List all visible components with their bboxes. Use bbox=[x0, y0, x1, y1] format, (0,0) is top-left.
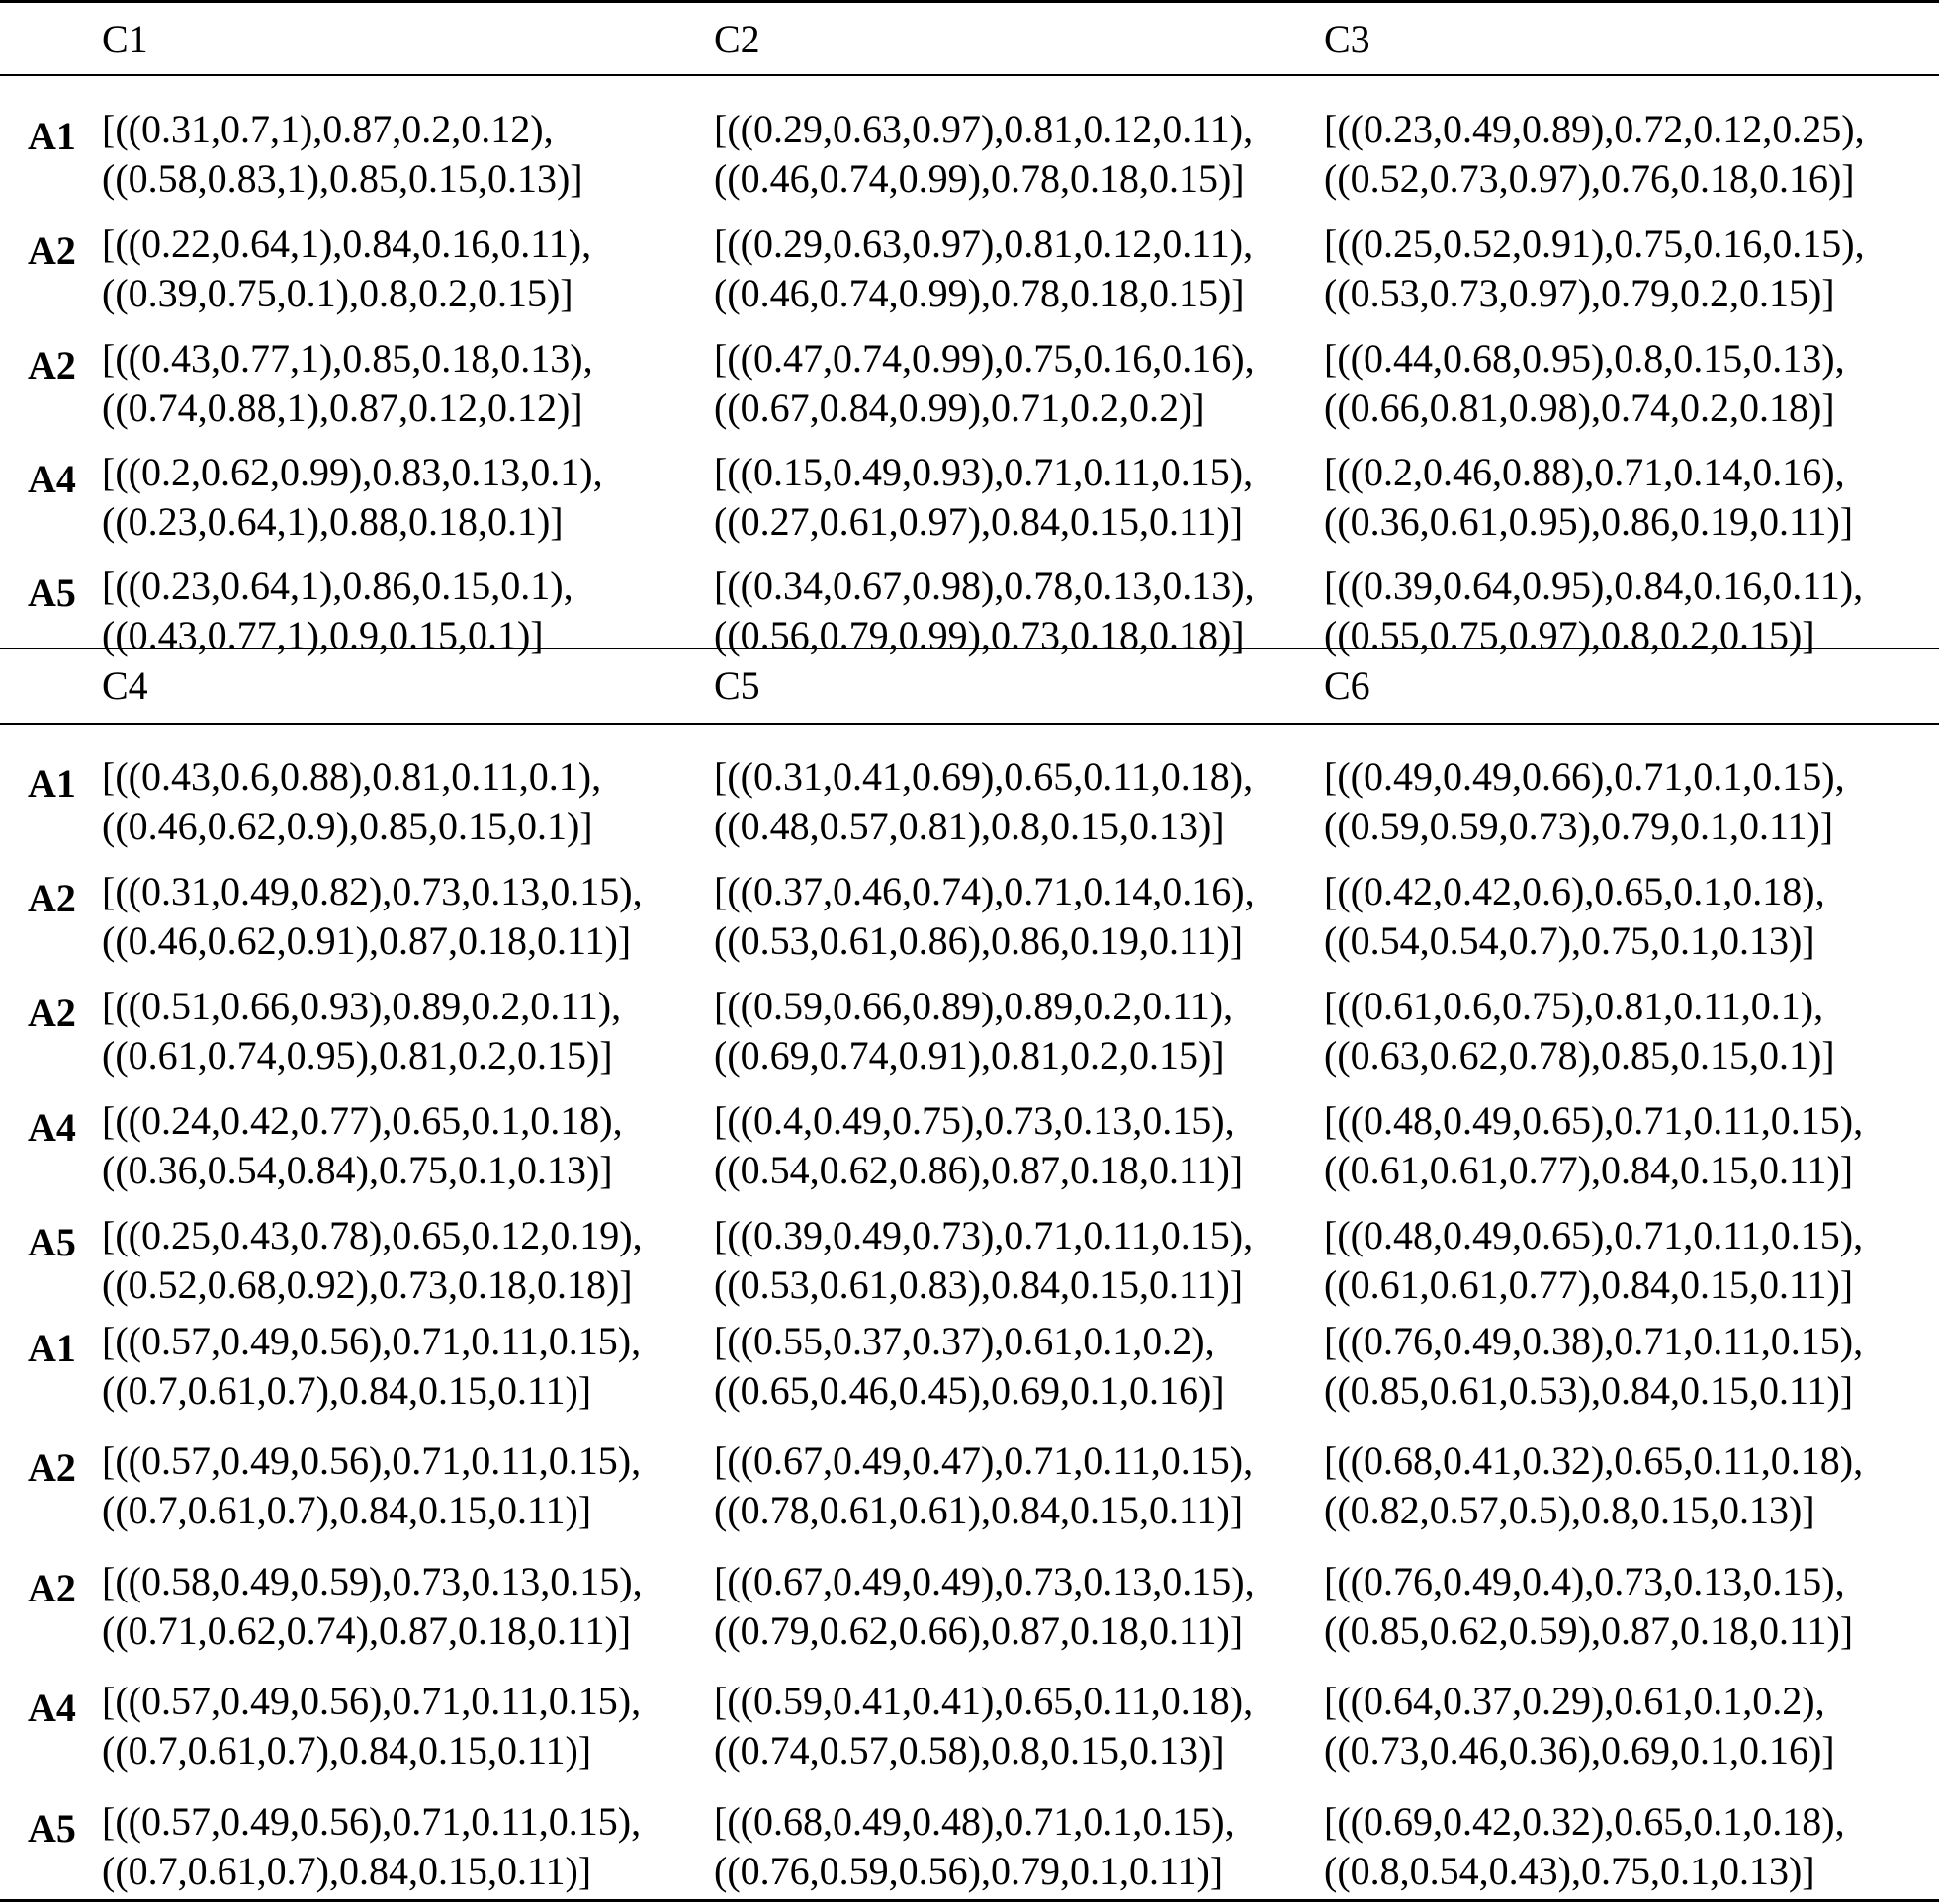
cell-line: ((0.39,0.75,0.1),0.8,0.2,0.15)] bbox=[102, 271, 573, 315]
table-cell bbox=[1324, 1797, 1845, 1896]
cell-line: [((0.34,0.67,0.98),0.78,0.13,0.13), bbox=[714, 563, 1255, 608]
row-label: A1 bbox=[28, 114, 76, 158]
table-cell bbox=[102, 1436, 641, 1535]
table-cell bbox=[714, 219, 1253, 318]
column-header-c4: C4 bbox=[102, 663, 148, 708]
table-row bbox=[0, 210, 1939, 315]
cell-line: ((0.65,0.46,0.45),0.69,0.1,0.16)] bbox=[714, 1368, 1225, 1413]
cell-line: ((0.74,0.57,0.58),0.8,0.15,0.13)] bbox=[714, 1728, 1225, 1773]
row-label: A5 bbox=[28, 1220, 76, 1264]
table-cell bbox=[1324, 982, 1835, 1081]
cell-line: ((0.61,0.74,0.95),0.81,0.2,0.15)] bbox=[102, 1033, 613, 1078]
row-label: A2 bbox=[28, 1445, 76, 1490]
cell-line: ((0.67,0.84,0.99),0.71,0.2,0.2)] bbox=[714, 386, 1205, 430]
cell-line: ((0.36,0.61,0.95),0.86,0.19,0.11)] bbox=[1324, 499, 1854, 544]
cell-line: ((0.7,0.61,0.7),0.84,0.15,0.11)] bbox=[102, 1849, 592, 1893]
row-label: A2 bbox=[28, 343, 76, 388]
table-row bbox=[0, 1201, 1939, 1307]
row-label: A2 bbox=[28, 1566, 76, 1610]
row-label: A1 bbox=[28, 761, 76, 806]
table-cell bbox=[714, 867, 1255, 966]
cell-line: [((0.76,0.49,0.4),0.73,0.13,0.15), bbox=[1324, 1559, 1845, 1603]
column-header-c3: C3 bbox=[1324, 17, 1370, 61]
table-cell bbox=[1324, 1096, 1863, 1195]
cell-line: [((0.37,0.46,0.74),0.71,0.14,0.16), bbox=[714, 869, 1255, 913]
table-cell bbox=[1324, 1436, 1863, 1535]
table-row bbox=[0, 324, 1939, 430]
cell-line: ((0.73,0.46,0.36),0.69,0.1,0.16)] bbox=[1324, 1728, 1835, 1773]
cell-line: [((0.68,0.41,0.32),0.65,0.11,0.18), bbox=[1324, 1438, 1864, 1483]
cell-line: ((0.74,0.88,1),0.87,0.12,0.12)] bbox=[102, 386, 583, 430]
table-cell bbox=[1324, 1317, 1863, 1416]
table-cell bbox=[102, 448, 603, 547]
cell-line: [((0.43,0.6,0.88),0.81,0.11,0.1), bbox=[102, 754, 602, 799]
cell-line: ((0.52,0.68,0.92),0.73,0.18,0.18)] bbox=[102, 1262, 633, 1307]
cell-line: [((0.39,0.49,0.73),0.71,0.11,0.15), bbox=[714, 1213, 1254, 1257]
cell-line: [((0.25,0.52,0.91),0.75,0.16,0.15), bbox=[1324, 221, 1865, 266]
table-row bbox=[0, 1086, 1939, 1192]
table-row bbox=[0, 857, 1939, 963]
cell-line: [((0.43,0.77,1),0.85,0.18,0.13), bbox=[102, 336, 593, 381]
table-cell bbox=[714, 752, 1253, 851]
table-cell bbox=[102, 752, 601, 851]
table-cell bbox=[102, 1317, 641, 1416]
cell-line: ((0.71,0.62,0.74),0.87,0.18,0.11)] bbox=[102, 1608, 632, 1653]
cell-line: ((0.46,0.62,0.9),0.85,0.15,0.1)] bbox=[102, 804, 593, 848]
cell-line: ((0.85,0.61,0.53),0.84,0.15,0.11)] bbox=[1324, 1368, 1854, 1413]
cell-line: ((0.27,0.61,0.97),0.84,0.15,0.11)] bbox=[714, 499, 1244, 544]
cell-line: ((0.59,0.59,0.73),0.79,0.1,0.11)] bbox=[1324, 804, 1834, 848]
cell-line: [((0.57,0.49,0.56),0.71,0.11,0.15), bbox=[102, 1679, 642, 1723]
cell-line: [((0.58,0.49,0.59),0.73,0.13,0.15), bbox=[102, 1559, 643, 1603]
table-cell bbox=[102, 867, 643, 966]
cell-line: [((0.24,0.42,0.77),0.65,0.1,0.18), bbox=[102, 1098, 623, 1143]
row-label: A5 bbox=[28, 1806, 76, 1851]
table-cell bbox=[1324, 1557, 1853, 1656]
table-cell bbox=[714, 1677, 1253, 1775]
column-header-c5: C5 bbox=[714, 663, 760, 708]
row-label: A4 bbox=[28, 1686, 76, 1730]
cell-line: ((0.53,0.61,0.86),0.86,0.19,0.11)] bbox=[714, 918, 1244, 963]
row-label: A4 bbox=[28, 457, 76, 501]
cell-line: [((0.42,0.42,0.6),0.65,0.1,0.18), bbox=[1324, 869, 1825, 913]
cell-line: ((0.46,0.74,0.99),0.78,0.18,0.15)] bbox=[714, 156, 1245, 201]
row-label: A2 bbox=[28, 876, 76, 920]
cell-line: ((0.61,0.61,0.77),0.84,0.15,0.11)] bbox=[1324, 1262, 1854, 1307]
cell-line: [((0.49,0.49,0.66),0.71,0.1,0.15), bbox=[1324, 754, 1845, 799]
table-cell bbox=[1324, 752, 1845, 851]
table-cell bbox=[1324, 334, 1845, 433]
table-row bbox=[0, 1427, 1939, 1532]
cell-line: ((0.76,0.59,0.56),0.79,0.1,0.11)] bbox=[714, 1849, 1224, 1893]
table-row bbox=[0, 438, 1939, 544]
table-row bbox=[0, 1787, 1939, 1893]
cell-line: [((0.76,0.49,0.38),0.71,0.11,0.15), bbox=[1324, 1319, 1864, 1363]
cell-line: [((0.57,0.49,0.56),0.71,0.11,0.15), bbox=[102, 1319, 642, 1363]
cell-line: [((0.4,0.49,0.75),0.73,0.13,0.15), bbox=[714, 1098, 1235, 1143]
cell-line: ((0.79,0.62,0.66),0.87,0.18,0.11)] bbox=[714, 1608, 1244, 1653]
cell-line: [((0.25,0.43,0.78),0.65,0.12,0.19), bbox=[102, 1213, 643, 1257]
cell-line: [((0.2,0.62,0.99),0.83,0.13,0.1), bbox=[102, 450, 603, 494]
cell-line: [((0.31,0.41,0.69),0.65,0.11,0.18), bbox=[714, 754, 1254, 799]
cell-line: [((0.57,0.49,0.56),0.71,0.11,0.15), bbox=[102, 1799, 642, 1844]
table-cell bbox=[714, 334, 1255, 433]
cell-line: [((0.61,0.6,0.75),0.81,0.11,0.1), bbox=[1324, 984, 1824, 1028]
table-cell bbox=[102, 1797, 641, 1896]
table-cell bbox=[102, 219, 591, 318]
cell-line: [((0.22,0.64,1),0.84,0.16,0.11), bbox=[102, 221, 592, 266]
cell-line: [((0.67,0.49,0.47),0.71,0.11,0.15), bbox=[714, 1438, 1254, 1483]
table-cell bbox=[1324, 1211, 1863, 1310]
table-cell bbox=[102, 1557, 643, 1656]
cell-line: ((0.78,0.61,0.61),0.84,0.15,0.11)] bbox=[714, 1488, 1244, 1532]
table-cell bbox=[1324, 448, 1853, 547]
row-label: A2 bbox=[28, 991, 76, 1035]
table-row bbox=[0, 1547, 1939, 1653]
column-header-c2: C2 bbox=[714, 17, 760, 61]
cell-line: ((0.7,0.61,0.7),0.84,0.15,0.11)] bbox=[102, 1368, 592, 1413]
cell-line: [((0.64,0.37,0.29),0.61,0.1,0.2), bbox=[1324, 1679, 1825, 1723]
cell-line: [((0.15,0.49,0.93),0.71,0.11,0.15), bbox=[714, 450, 1254, 494]
column-header-c6: C6 bbox=[1324, 663, 1370, 708]
table-row bbox=[0, 1667, 1939, 1773]
cell-line: [((0.68,0.49,0.48),0.71,0.1,0.15), bbox=[714, 1799, 1235, 1844]
column-header-c1: C1 bbox=[102, 17, 148, 61]
table-cell bbox=[102, 334, 593, 433]
cell-line: ((0.53,0.73,0.97),0.79,0.2,0.15)] bbox=[1324, 271, 1835, 315]
table-cell bbox=[714, 1557, 1255, 1656]
row-label: A2 bbox=[28, 228, 76, 273]
cell-line: [((0.51,0.66,0.93),0.89,0.2,0.11), bbox=[102, 984, 622, 1028]
cell-line: ((0.54,0.62,0.86),0.87,0.18,0.11)] bbox=[714, 1148, 1244, 1192]
cell-line: ((0.7,0.61,0.7),0.84,0.15,0.11)] bbox=[102, 1728, 592, 1773]
cell-line: ((0.7,0.61,0.7),0.84,0.15,0.11)] bbox=[102, 1488, 592, 1532]
table1-header-rule bbox=[0, 74, 1939, 76]
cell-line: [((0.67,0.49,0.49),0.73,0.13,0.15), bbox=[714, 1559, 1255, 1603]
cell-line: ((0.43,0.77,1),0.9,0.15,0.1)] bbox=[102, 613, 544, 657]
table-cell bbox=[714, 1211, 1253, 1310]
cell-line: ((0.58,0.83,1),0.85,0.15,0.13)] bbox=[102, 156, 583, 201]
cell-line: [((0.31,0.7,1),0.87,0.2,0.12), bbox=[102, 107, 554, 151]
table-cell bbox=[102, 105, 583, 204]
table-cell bbox=[714, 1096, 1243, 1195]
cell-line: [((0.2,0.46,0.88),0.71,0.14,0.16), bbox=[1324, 450, 1845, 494]
table-cell bbox=[1324, 867, 1825, 966]
table-cell bbox=[714, 982, 1233, 1081]
cell-line: [((0.69,0.42,0.32),0.65,0.1,0.18), bbox=[1324, 1799, 1845, 1844]
cell-line: ((0.69,0.74,0.91),0.81,0.2,0.15)] bbox=[714, 1033, 1225, 1078]
table-cell bbox=[102, 1211, 643, 1310]
cell-line: [((0.44,0.68,0.95),0.8,0.15,0.13), bbox=[1324, 336, 1845, 381]
cell-line: [((0.39,0.64,0.95),0.84,0.16,0.11), bbox=[1324, 563, 1864, 608]
cell-line: ((0.85,0.62,0.59),0.87,0.18,0.11)] bbox=[1324, 1608, 1854, 1653]
cell-line: ((0.82,0.57,0.5),0.8,0.15,0.13)] bbox=[1324, 1488, 1815, 1532]
cell-line: ((0.23,0.64,1),0.88,0.18,0.1)] bbox=[102, 499, 564, 544]
cell-line: ((0.54,0.54,0.7),0.75,0.1,0.13)] bbox=[1324, 918, 1815, 963]
cell-line: [((0.55,0.37,0.37),0.61,0.1,0.2), bbox=[714, 1319, 1215, 1363]
cell-line: ((0.55,0.75,0.97),0.8,0.2,0.15)] bbox=[1324, 613, 1815, 657]
table-cell bbox=[714, 1797, 1235, 1896]
table-cell bbox=[102, 1096, 623, 1195]
cell-line: [((0.59,0.41,0.41),0.65,0.11,0.18), bbox=[714, 1679, 1254, 1723]
cell-line: ((0.46,0.62,0.91),0.87,0.18,0.11)] bbox=[102, 918, 632, 963]
cell-line: ((0.61,0.61,0.77),0.84,0.15,0.11)] bbox=[1324, 1148, 1854, 1192]
table-top-rule bbox=[0, 0, 1939, 3]
table-cell bbox=[102, 1677, 641, 1775]
cell-line: ((0.53,0.61,0.83),0.84,0.15,0.11)] bbox=[714, 1262, 1244, 1307]
table-cell bbox=[714, 448, 1253, 547]
cell-line: ((0.46,0.74,0.99),0.78,0.18,0.15)] bbox=[714, 271, 1245, 315]
table-row bbox=[0, 95, 1939, 201]
table-cell bbox=[714, 105, 1253, 204]
row-label: A5 bbox=[28, 570, 76, 615]
table-cell bbox=[1324, 219, 1865, 318]
cell-line: [((0.48,0.49,0.65),0.71,0.11,0.15), bbox=[1324, 1213, 1864, 1257]
table-cell bbox=[1324, 1677, 1835, 1775]
cell-line: ((0.63,0.62,0.78),0.85,0.15,0.1)] bbox=[1324, 1033, 1835, 1078]
cell-line: [((0.47,0.74,0.99),0.75,0.16,0.16), bbox=[714, 336, 1255, 381]
table-row bbox=[0, 1307, 1939, 1413]
cell-line: [((0.29,0.63,0.97),0.81,0.12,0.11), bbox=[714, 221, 1254, 266]
cell-line: ((0.36,0.54,0.84),0.75,0.1,0.13)] bbox=[102, 1148, 613, 1192]
row-label: A1 bbox=[28, 1326, 76, 1370]
table-cell bbox=[1324, 105, 1865, 204]
table-cell bbox=[714, 1317, 1225, 1416]
cell-line: ((0.52,0.73,0.97),0.76,0.18,0.16)] bbox=[1324, 156, 1855, 201]
cell-line: [((0.57,0.49,0.56),0.71,0.11,0.15), bbox=[102, 1438, 642, 1483]
table-row bbox=[0, 972, 1939, 1078]
cell-line: [((0.48,0.49,0.65),0.71,0.11,0.15), bbox=[1324, 1098, 1864, 1143]
cell-line: ((0.66,0.81,0.98),0.74,0.2,0.18)] bbox=[1324, 386, 1835, 430]
table-bottom-rule bbox=[0, 1899, 1939, 1902]
row-label: A4 bbox=[28, 1105, 76, 1150]
cell-line: [((0.23,0.49,0.89),0.72,0.12,0.25), bbox=[1324, 107, 1865, 151]
cell-line: [((0.23,0.64,1),0.86,0.15,0.1), bbox=[102, 563, 573, 608]
cell-line: ((0.48,0.57,0.81),0.8,0.15,0.13)] bbox=[714, 804, 1225, 848]
table-row bbox=[0, 742, 1939, 848]
cell-line: ((0.56,0.79,0.99),0.73,0.18,0.18)] bbox=[714, 613, 1245, 657]
cell-line: [((0.59,0.66,0.89),0.89,0.2,0.11), bbox=[714, 984, 1234, 1028]
table-row bbox=[0, 552, 1939, 657]
table2-header-rule bbox=[0, 723, 1939, 725]
table-cell bbox=[102, 562, 573, 660]
cell-line: [((0.29,0.63,0.97),0.81,0.12,0.11), bbox=[714, 107, 1254, 151]
cell-line: ((0.8,0.54,0.43),0.75,0.1,0.13)] bbox=[1324, 1849, 1815, 1893]
cell-line: [((0.31,0.49,0.82),0.73,0.13,0.15), bbox=[102, 869, 643, 913]
table-cell bbox=[714, 1436, 1253, 1535]
table-cell bbox=[1324, 562, 1863, 660]
table-cell bbox=[714, 562, 1255, 660]
table-cell bbox=[102, 982, 621, 1081]
